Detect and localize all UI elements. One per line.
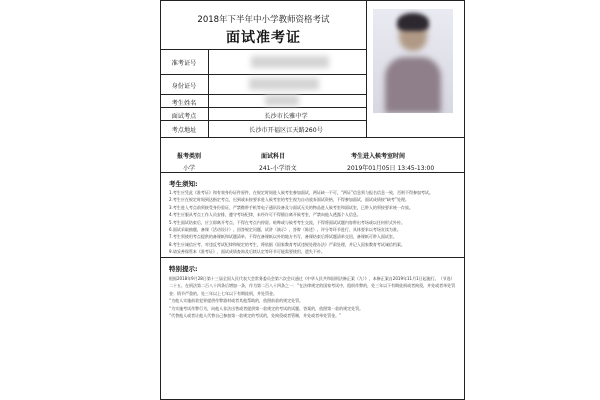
cell-category: 小学 — [183, 165, 196, 172]
notes-title: 考生须知: — [169, 180, 198, 188]
rule — [161, 120, 366, 121]
rule — [161, 94, 366, 95]
special-paragraph: 二十五、在刑法第二百八十四条后增加一条，作为第二百八十四条之一：“在法律规定的国家考试中，组织作弊的，处三年以下有期徒刑或者拘役，并处或者单处罚金；情节严重的，处三年以上七年以下有期徒刑，并处罚金。 — [169, 283, 456, 296]
special-title: 特别提示: — [169, 265, 198, 273]
candidate-photo — [373, 9, 453, 113]
id-no-redacted — [249, 78, 319, 90]
rule — [161, 74, 366, 75]
note-item: 4.考生应服从考点工作人员安排，遵守考场纪律，未经许可不得擅自离开候考室，严禁向他人透露个人信息。 — [169, 212, 361, 218]
header-category: 报考类别 — [177, 153, 202, 160]
rule — [161, 107, 366, 108]
field-label-ticket-no: 准考证号 — [171, 60, 197, 67]
cell-time: 2019年01月05日 13:45-13:00 — [347, 165, 435, 172]
rule — [161, 172, 465, 173]
field-label-id-no: 身份证号 — [171, 83, 197, 90]
note-item: 6.面试采取抽题、备课（活动设计）、回答规定问题、试讲（演示）、答辩（陈述）、评分等环节进行，具体要求以考场宣读为准。 — [169, 227, 401, 233]
cell-subject: 241-小学语文 — [259, 165, 297, 172]
rule — [161, 257, 465, 258]
special-paragraph: “代替他人或者让他人代替自己参加第一款规定的考试的，处拘役或者管制，并处或者单处罚金。” — [169, 313, 342, 319]
photo-divider — [366, 1, 367, 137]
special-text — [169, 275, 457, 395]
rule — [161, 137, 465, 138]
note-item: 2.考生应在规定时间到达指定考点，迟到或未按要求进入候考室的考生视为自动放弃面试资格，不得参加面试，面试成绩按“缺考”处理。 — [169, 197, 409, 203]
field-label-name: 考生姓名 — [171, 100, 197, 107]
notes-list — [169, 189, 457, 255]
header-time: 考生进入候考室时间 — [351, 153, 406, 160]
note-item: 3.考生进入考点前须接受身份验证，严禁携带手机等电子通讯设备及与面试无关的物品进入候考室和面试室，已带入的须按要求统一存放。 — [169, 204, 413, 210]
field-label-address: 考点地址 — [171, 127, 197, 134]
ticket-no-redacted — [251, 56, 329, 68]
special-paragraph: “为实施考试作弊行为，向他人非法出售或者提供第一款规定的考试的试题、答案的，依照第一款的规定处罚。 — [169, 305, 364, 311]
note-item: 5.考生面试结束后，应立即离开考点，不得在考点内停留、喧哗或与候考考生交流，不得将面试试题内容带出考场或以任何形式外传。 — [169, 219, 405, 225]
header-subject: 面试科目 — [261, 153, 286, 160]
card-title: 面试准考证 — [226, 30, 301, 46]
venue-value: 长沙市长雅中学 — [264, 113, 308, 120]
rule — [161, 49, 366, 50]
field-label-venue: 面试考点 — [171, 113, 197, 120]
note-item: 1.考生应凭此《准考证》和有效身份证件原件，在规定时间进入候考室参加面试，两证缺一不可，“两证”信息须与报名信息一致，否则不得参加考试。 — [169, 190, 433, 195]
special-paragraph: 根据2018年9月28日第十三届全国人民代表大会常务委员会第六次会议通过《中华人民共和国刑法修正案（九）》，本修正案自2019年11月1日起施行。（节选） — [169, 276, 455, 281]
note-item: 9.请妥善保管本《准考证》，面试成绩查询及后续认定等环节可能需要使用，遗失不补。 — [169, 249, 325, 255]
label-divider — [208, 49, 209, 137]
name-redacted — [265, 95, 299, 106]
note-item: 8.考生应诚信应考，对违反考试纪律和规定的考生，将依据《国家教育考试违规处理办法》严肃处理，并记入国家教育考试诚信档案。 — [169, 241, 405, 247]
special-paragraph: “为他人实施前款犯罪提供作弊器材或者其他帮助的，依照前款的规定处罚。 — [169, 298, 304, 304]
note-item: 7.考生须使用考点提供的备课纸和试题清单，不得在备课纸以外的地方书写，备课结束后将试题清单交回，备课纸可带入面试室。 — [169, 234, 397, 240]
exam-title: 2018年下半年中小学教师资格考试 — [197, 15, 330, 25]
admission-ticket — [160, 0, 465, 400]
address-value: 长沙市开福区江天路260号 — [249, 127, 323, 134]
